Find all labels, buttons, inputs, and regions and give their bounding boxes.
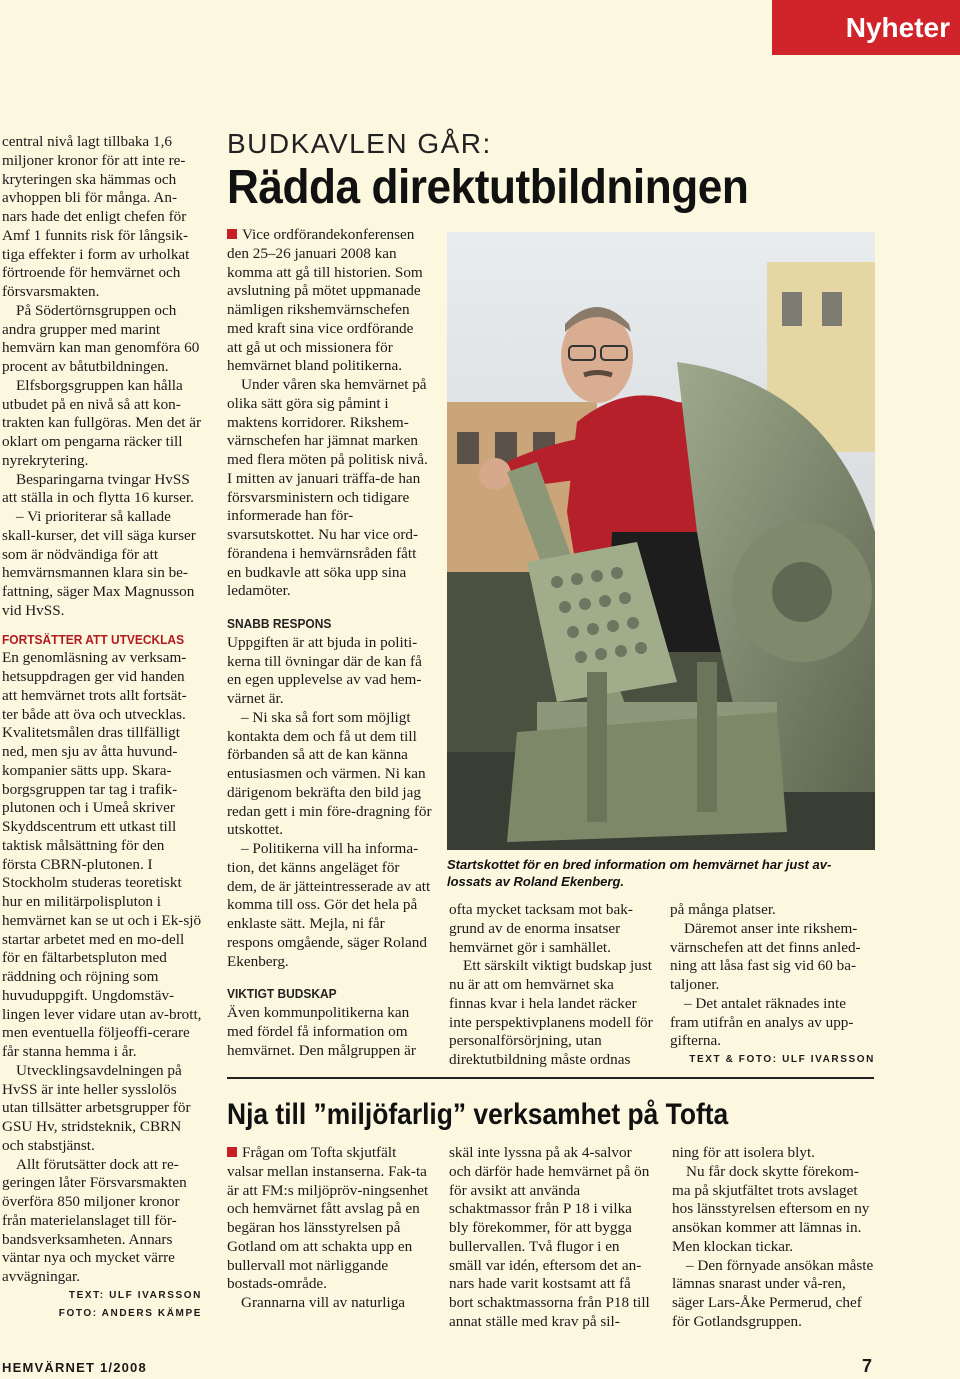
article1-para-6: Även kommunpolitikerna kan med fördel få information om hemvärnet. Den målgruppen är (227, 1004, 416, 1059)
left-para-1: central nivå lagt tillbaka 1,6 miljoner kronor för att inte re-kryteringen ska hämmas och avhoppen bli för många. An-nars hade det enligt chefen för Amf 1 funnits risk för långsik-tiga effekter i form av urholkat förtroende för hemvärnet och försvarsmakten. (2, 133, 190, 300)
article2-column-1 (227, 1144, 432, 1313)
article2-para-2: Grannarna vill av naturliga (241, 1294, 406, 1311)
article1-col3-para-2: Ett särskilt viktigt budskap just nu är att om hemvärnet ska finnas kvar i hela landet räcker inte perspektivplanens modell för personalförsörjning, utan direktutbildning måste ordnas (449, 957, 653, 1068)
left-subhead: FORTSÄTTER ATT UTVECKLAS (2, 631, 185, 647)
left-credit-text: TEXT: ULF IVARSSON (68, 1289, 202, 1301)
article2-lead: Frågan om Tofta skjutfält valsar mellan instanserna. Fak-ta är att FM:s miljöpröv-ningsenhet och hemvärnet fått avslag på en begäran hos länsstyrelsen på Gotland om att schakta upp en bullervall mot närliggande bostads-område. (227, 1144, 429, 1293)
left-para-3: Elfsborgsgruppen kan hålla utbudet på en nivå så att kon-trakten kan fullgöras. Men det är oklart om pengarna räcker till nyrekrytering. (2, 376, 202, 469)
photo-illustration (447, 232, 875, 850)
article-headline: Rädda direktutbildningen (227, 161, 749, 214)
bullet-marker-icon (227, 229, 237, 239)
article1-subhead-1: SNABB RESPONS (227, 616, 332, 631)
left-para-2: På Södertörnsgruppen och andra grupper med marint hemvärn kan man genomföra 60 procent av båtutbildningen. (2, 301, 200, 375)
article2-column-3 (672, 1144, 877, 1332)
footer-publication: HEMVÄRNET 1/2008 (2, 1360, 147, 1375)
footer-page-number: 7 (862, 1356, 873, 1376)
article1-column-4 (670, 901, 875, 1069)
left-para-5: – Vi prioriterar så kallade skall-kurser, det vill säga kurser som är nödvändiga för att hemvärnsmannen klara sin be-fattning, säger Max Magnusson vid HvSS. (2, 508, 196, 619)
article1-para-3: Uppgiften är att bjuda in politi-kerna till övningar där de kan få en egen upplevelse av vad hem-värnet är. (227, 633, 422, 707)
article2-col3-para-3: – Den förnyade ansökan måste lämnas snarast under vå-ren, säger Lars-Åke Permerud, chef för Gotlandsgruppen. (672, 1256, 874, 1330)
bullet-marker-icon (227, 1147, 237, 1157)
article-kicker: BUDKAVLEN GÅR: (227, 128, 492, 159)
article1-col3-para-1: ofta mycket tacksam mot bak-grund av de enorma insatser hemvärnet gör i samhället. (449, 901, 633, 956)
article1-column-2 (227, 226, 432, 1060)
left-para-7: Utvecklingsavdelningen på HvSS är inte heller sysslolös utan tillsätter arbetsgrupper för GSU Hv, stridsteknik, CBRN och stabstjänst. (2, 1061, 191, 1154)
left-para-6: En genomläsning av verksam-hetsuppdragen ger vid handen att hemvärnet trots allt fortsät-ter både att öva och utvecklas. Kvalitetsmålen dras tillfälligt ned, men sju av åtta huvund-kompanier sätts upp. Skara-borgsgruppen tar tag i trafik-plutonen och i Umeå skriver Skyddscentrum ett utkast till taktisk målsättning för den första CBRN-plutonen. I Stockholm studeras teoretiskt hur en militärpolispluton i hemvärnet kan se ut och i Ek-sjö startar arbetet med en mo-dell för en fältarbetspluton med räddning och röjning som huvuduppgift. Ungdomstäv-lingen lever vidare utan av-brott, men eventuella följeoffi-cerare får stanna hemma i år. (2, 649, 202, 1060)
article1-credit: TEXT & FOTO: ULF IVARSSON (689, 1054, 875, 1065)
article1-col4-para-1: på många platser. (670, 901, 776, 918)
left-para-8: Allt förutsätter dock att re-geringen låter Försvarsmakten överföra 850 miljoner kronor från materielanslaget till för-bandsverksamheten. Annars väntar nya och mycket värre avvägningar. (2, 1155, 187, 1285)
article1-para-5: – Politikerna vill ha informa-tion, det känns angeläget för dem, de är jätteintresserade av att komma till oss. Gör det hela på enklaste sätt. Mejla, ni får respons omgående, säger Roland Ekenberg. (227, 840, 431, 970)
article-photo (447, 232, 875, 850)
photo-caption: Startskottet för en bred information om hemvärnet har just av-lossats av Roland Ekenberg. (447, 857, 832, 889)
article1-lead: Vice ordförandekonferensen den 25–26 januari 2008 kan komma att gå till historien. Som avslutning på mötet uppmanade nämligen rikshemvärnschefen med kraft sina vice ordförande att gå ut och missionera för hemvärnet bland politikerna. (227, 226, 423, 375)
article1-para-2: Under våren ska hemvärnet på olika sätt göra sig påmint i maktens korridorer. Rikshem-värnschefen har jämnat marken med flera möten på politisk nivå. I mitten av januari träffa-de han försvarsministern och tidigare informerade han för-svarsutskottet. Nu har vice ord-förandena i hemvärnsråden fått en budkavle att söka upp sina ledamöter. (227, 376, 428, 600)
article1-para-4: – Ni ska så fort som möjligt kontakta dem och få ut dem till förbanden så att de kan känna entusiasmen och värmen. Ni kan därigenom bekräfta den bild jag redan gett i min före-dragning för utskottet. (227, 708, 432, 839)
article2-headline: Nja till ”miljöfarlig” verksamhet på Tofta (227, 1098, 729, 1131)
article2-col3-para-2: Nu får dock skytte förekom-ma på skjutfältet trots avslaget hos länsstyrelsen eftersom en ny ansökan kommer att lämnas in. Men klockan tickar. (672, 1162, 870, 1255)
section-tab: Nyheter (772, 0, 960, 55)
section-divider (227, 1077, 874, 1079)
article1-col4-para-2: Däremot anser inte rikshem-värnschefen att det finns anled-ning att låsa fast sig vid 60 ba-taljoner. (670, 919, 861, 993)
article2-col2-para-1: skäl inte lyssna på ak 4-salvor och därför hade hemvärnet på ön för avsikt att använda schaktmassor från P 18 i vilka bly förekommer, för att bygga bullervallen. Två flugor i en smäll var idén, eftersom det an-nars hade varit kostsamt att få bort schaktmassorna från P18 till annat ställe med krav på sil- (449, 1144, 650, 1330)
article1-subhead-2: VIKTIGT BUDSKAP (227, 986, 337, 1002)
article1-column-3 (449, 901, 654, 1070)
left-para-4: Besparingarna tvingar HvSS att ställa in och flytta 16 kurser. (2, 470, 194, 507)
article2-col3-para-1: ning för att isolera blyt. (672, 1144, 815, 1161)
article1-col4-para-3: – Det antalet räknades inte fram utifrån en analys av upp-gifterna. (670, 994, 854, 1050)
article2-column-2 (449, 1144, 654, 1332)
left-column (2, 133, 202, 1323)
left-credit-photo: FOTO: ANDERS KÄMPE (58, 1307, 202, 1319)
